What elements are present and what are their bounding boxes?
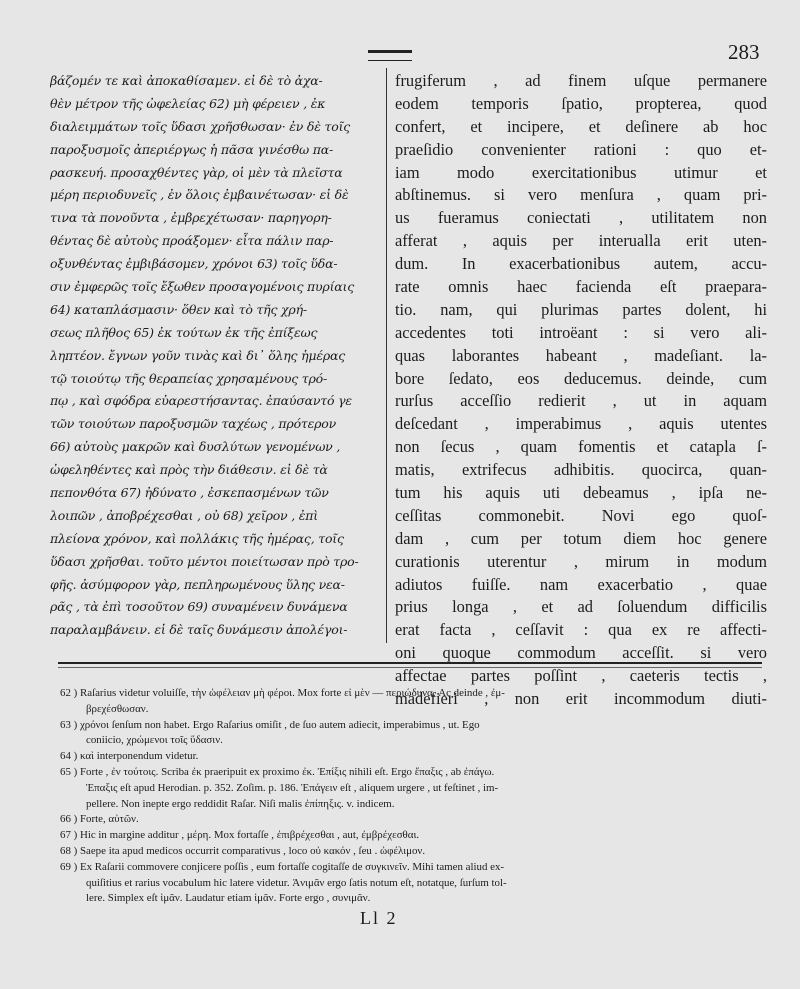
latin-text-line: prius longa , et ad ſoluendum difficilis <box>395 597 767 617</box>
greek-text-line: οξυνθέντας ἐμβιβάσομεν, χρόνοι 63) τοῖς ὕδα- <box>50 256 338 272</box>
greek-text-line: παροξυσμοῖς ἀπεριέργως ἡ πᾶσα γινέσθω πα- <box>50 141 334 157</box>
latin-text-line: oni quoque commodum acceſſit. si vero <box>395 643 767 663</box>
greek-text-line: λοιπῶν , ἀποβρέχεσθαι , οὐ 68) χεῖρον , ἐπὶ <box>50 507 318 523</box>
footnote-line: 69 ) Ex Raſarii commovere conjicere poſſis , eum fortaſſe cogitaſſe de συγκινεῖν. Mihi tamen aliud ex- <box>60 860 505 873</box>
footnote-line: Ἐπαξις eſt apud Herodian. p. 352. Zoſim. p. 186. Ἐπάγειν eſt , aliquem urgere , ut feſtinet , im- <box>86 781 499 794</box>
footnote-line: lere. Simplex eſt ἱμᾶν. Laudatur etiam ἱμᾶν. Forte ergo , συνιμᾶν. <box>86 892 371 905</box>
greek-text-line: σιν ἐμφερῶς τοῖς ἔξωθεν προσαγομένοις πυρίαις <box>50 279 355 295</box>
signature-mark: Ll 2 <box>360 908 398 928</box>
greek-text-line: πῳ , καὶ σφόδρα εὐαρεστήσαντας. ἐπαύσαντό γε <box>50 393 352 409</box>
latin-text-line: eodem temporis ſpatio, propterea, quod <box>395 93 767 113</box>
latin-text-line: adiutos fuiſſe. nam exacerbatio , quae <box>395 574 767 594</box>
latin-text-line: abſtinemus. si vero menſura , quam pri- <box>395 185 767 205</box>
footnote-line: pellere. Non inepte ergo reddidit Raſar. Niſi malis ἐπίπηξις. v. indicem. <box>86 797 395 810</box>
greek-text-line: τῶν τοιούτων παροξυσμῶν ταχέως , πρότερον <box>50 416 337 432</box>
latin-text-line: us fueramus coniectati , utilitatem non <box>395 208 767 228</box>
latin-text-column <box>395 70 767 711</box>
footnote-line: 64 ) καὶ interponendum videtur. <box>60 750 199 763</box>
latin-text-line: afferat , aquis per interualla erit uten- <box>395 231 767 251</box>
latin-text-line: bore ſedato, eos deducemus. deinde, cum <box>395 368 767 388</box>
latin-text-line: accedentes toti introëant : si vero ali- <box>395 322 767 342</box>
latin-text-line: matis, extrifecus adhibitis. quocirca, quan- <box>395 460 767 480</box>
greek-text-line: ρασκευή. προσαχθέντες γὰρ, οἱ μὲν τὰ πλεῖστα <box>50 164 343 180</box>
latin-text-line: rurſus acceſſio redierit , ut in aquam <box>395 391 767 411</box>
greek-text-line: ὠφεληθέντες καὶ πρὸς τὴν διάθεσιν. εἰ δὲ τὰ <box>50 462 328 478</box>
latin-text-line: frugiferum , ad finem uſque permanere <box>395 71 767 90</box>
latin-text-line: rate omnis haec facienda eſt praepara- <box>395 277 767 297</box>
latin-text-line: tio. nam, qui plurimas partes dolent, hi <box>395 299 767 319</box>
greek-text-line: ληπτέον. ἔγνων γοῦν τινὰς καὶ δι᾽ ὅλης ἡμέρας <box>50 347 346 363</box>
latin-text-line: madefieri , non erit incommodum diuti- <box>395 689 767 709</box>
latin-text-line: deſcedant , imperabimus , aquis utentes <box>395 414 767 434</box>
latin-text-line: dum. In exacerbationibus autem, accu- <box>395 254 767 274</box>
greek-text-line: φῆς. ἀσύμφορον γὰρ, πεπληρωμένους ὕλης νεα- <box>50 576 345 592</box>
greek-text-line: 64) καταπλάσμασιν· ὅθεν καὶ τὸ τῆς χρή- <box>50 301 307 317</box>
latin-text-line: erat facta , ceſſavit : qua ex re affecti- <box>395 620 767 640</box>
latin-text-line: affectae partes poſſint , caeteris tectis , <box>395 666 767 686</box>
footnote-line: 65 ) Forte , ἐν τούτοις. Scriba ἐκ praeripuit ex proximo ἐκ. Ἐπίξις nihili eſt. Ergo ἔπαξις , ab ἐπάγω. <box>60 765 495 778</box>
footnote-line: 66 ) Forte, αὐτῶν. <box>60 813 139 826</box>
column-divider <box>386 68 387 643</box>
greek-text-line: διαλειμμάτων τοῖς ὕδασι χρῆσθωσαν· ἐν δὲ τοῖς <box>50 118 351 134</box>
greek-text-line: πλείονα χρόνον, καὶ πολλάκις τῆς ἡμέρας, τοῖς <box>50 530 344 546</box>
footnote-rule <box>58 662 762 664</box>
greek-text-line: θέντας δὲ αὐτοὺς προάξομεν· εἶτα πάλιν παρ- <box>50 233 334 249</box>
footnote-line: βρεχέσθωσαν. <box>86 702 149 715</box>
greek-text-line: 66) αὐτοὺς μακρῶν καὶ δυσλύτων γενομένων , <box>50 439 341 455</box>
latin-text-line: confert, et incipere, et deſinere ab hoc <box>395 116 767 136</box>
latin-text-line: tum his aquis uti debeamus , ipſa ne- <box>395 483 767 503</box>
greek-text-line: τινα τὰ πονοῦντα , ἐμβρεχέτωσαν· παρηγορη- <box>50 210 332 226</box>
greek-text-line: σεως πλῆθος 65) ἐκ τούτων ἐκ τῆς ἐπίξεως <box>50 324 318 340</box>
page-number: 283 <box>728 40 760 64</box>
latin-text-line: quas laborantes habeant , madeſiant. la- <box>395 345 767 365</box>
footnotes <box>60 686 772 907</box>
greek-text-line: ὕδασι χρῆσθαι. τοῦτο μέντοι ποιείτωσαν πρὸ τρο- <box>50 553 359 569</box>
latin-text-line: non ſecus , quam fomentis et catapla ſ- <box>395 437 767 457</box>
greek-text-line: μέρη περιοδυνεῖς , ἐν ὅλοις ἐμβαινέτωσαν· εἰ δὲ <box>50 187 349 203</box>
greek-text-line: παραλαμβάνειν. εἰ δὲ ταῖς δυνάμεσιν ἀπολέγοι- <box>50 622 348 638</box>
greek-text-line: πεπονθότα 67) ἠδύνατο , ἐσκεπασμένων τῶν <box>50 485 329 501</box>
footnote-line: 67 ) Hic in margine additur , μέρη. Mox fortaſſe , ἐπιβρέχεσθαι , aut, ἐμβρέχεσθαι. <box>60 829 420 842</box>
footnote-line: 63 ) χρόνοι ſenſum non habet. Ergo Raſarius omiſit , de ſuo autem adiecit, imperabimus , ut. Ego <box>60 718 480 731</box>
footnote-rule-thin <box>58 667 762 668</box>
greek-text-column <box>50 70 380 642</box>
greek-text-line: θὲν μέτρον τῆς ὠφελείας 62) μὴ φέρειεν , ἐκ <box>50 95 326 111</box>
footnote-line: coniicio, χρώμενοι τοῖς ὕδασιν. <box>86 734 223 747</box>
footnote-line: 68 ) Saepe ita apud medicos occurrit comparativus , loco οὐ κακόν , ſeu . ὠφέλιμον. <box>60 844 426 857</box>
latin-text-line: praeſidio convenienter rationi : quo et- <box>395 139 767 159</box>
latin-text-line: dam , cum per totum diem hoc genere <box>395 528 767 548</box>
latin-text-line: ceſſitas commonebit. Novi ego quoſ- <box>395 505 767 525</box>
latin-text-line: curationis uterentur , mirum in modum <box>395 551 767 571</box>
footnote-line: quiſitius et rarius vocabulum hic latere videtur. Ἀνιμᾶν ergo ſatis notum eſt, notatque, ſurſum tol- <box>86 876 507 889</box>
greek-text-line: τῷ τοιούτῳ τῆς θεραπείας χρησαμένους τρό- <box>50 370 327 386</box>
footnote-line: 62 ) Raſarius videtur voluiſſe, τὴν ὠφέλειαν μὴ φέροι. Mox forte εἰ μὲν — περιώδυνα. Ac deinde , ἐμ- <box>60 687 505 699</box>
greek-text-line: ρᾶς , τὰ ἐπὶ τοσοῦτον 69) συναμένειν δυνάμενα <box>50 599 348 615</box>
greek-text-line: βάζομέν τε καὶ ἀποκαθίσαμεν. εἰ δὲ τὸ ἀχα- <box>50 73 323 88</box>
latin-text-line: iam modo exercitationibus utimur et <box>395 162 767 182</box>
header-ornament-rule <box>368 50 412 61</box>
